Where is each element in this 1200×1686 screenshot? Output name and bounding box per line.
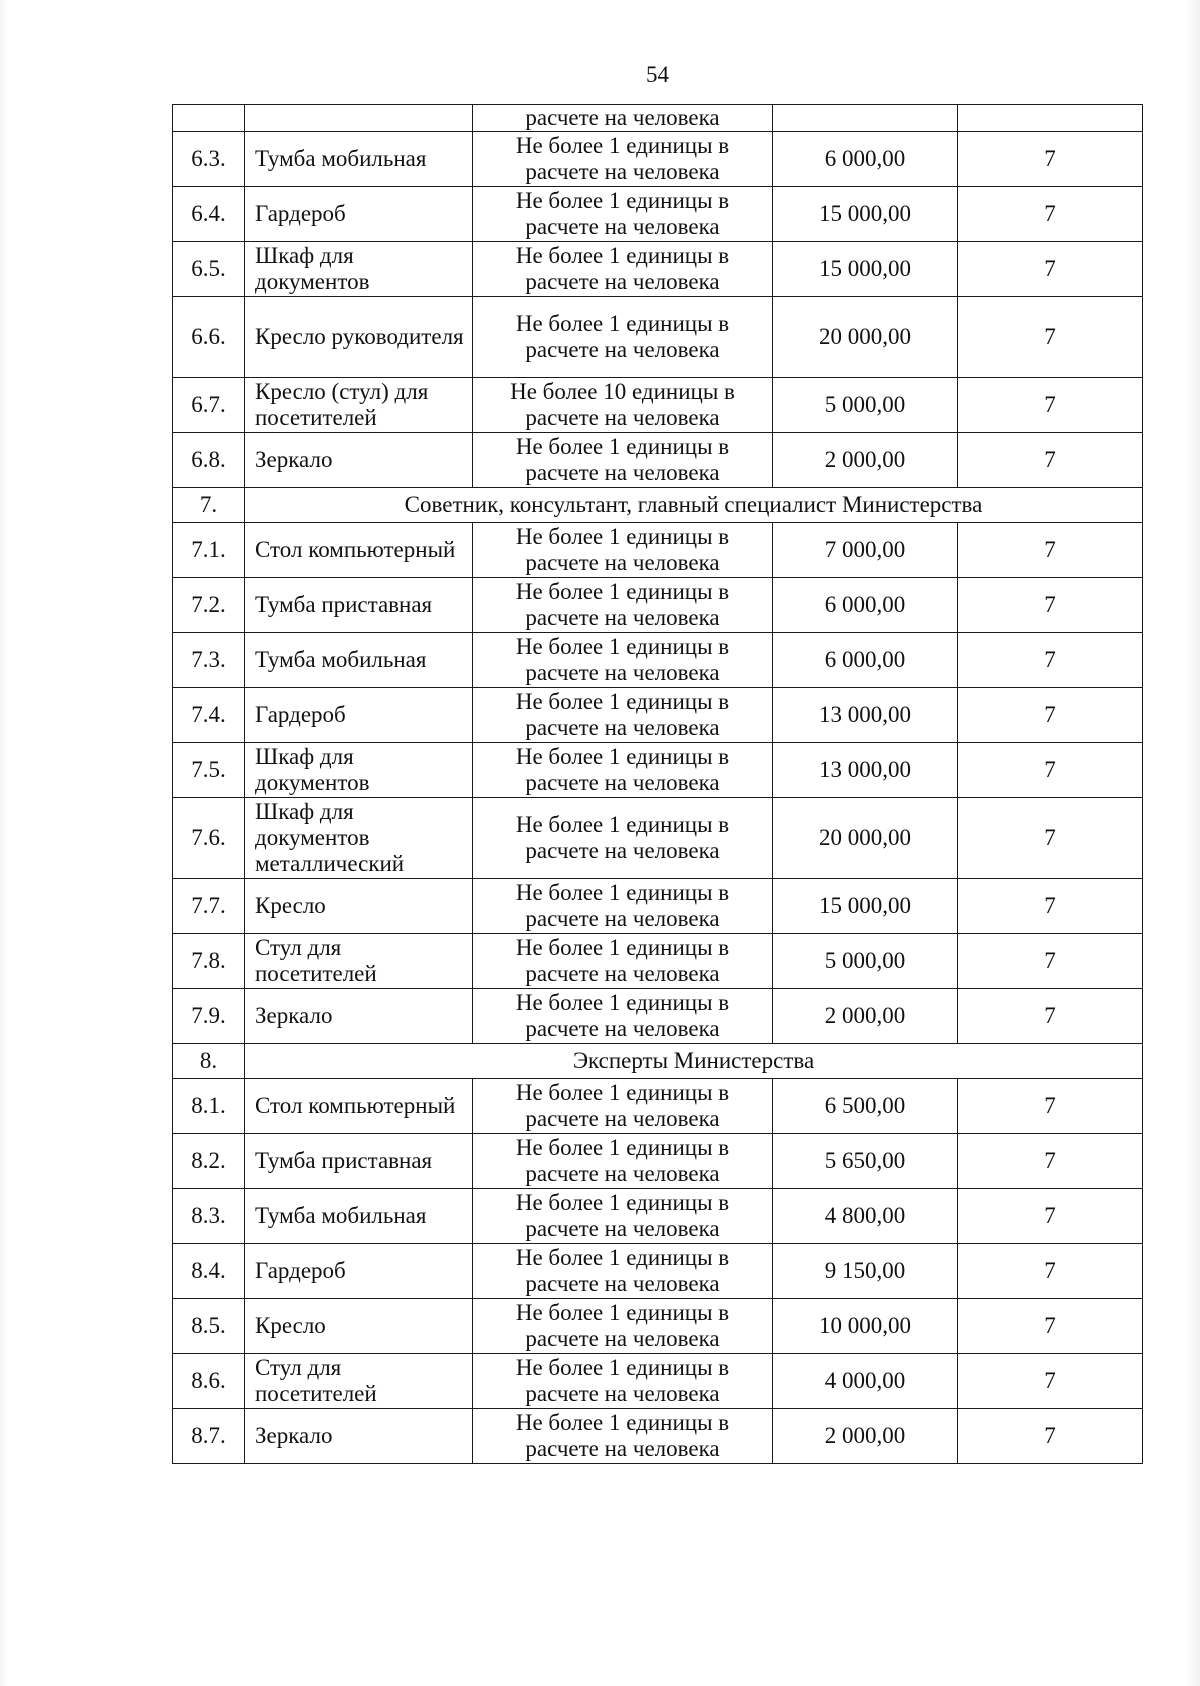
cell-price (773, 105, 958, 132)
cell-number: 6.6. (173, 297, 245, 378)
cell-term: 7 (958, 578, 1143, 633)
cell-quantity: Не более 1 единицы в расчете на человека (473, 688, 773, 743)
table-row (173, 578, 1143, 633)
cell-quantity: Не более 1 единицы в расчете на человека (473, 1409, 773, 1464)
cell-section-number: 8. (173, 1044, 245, 1079)
cell-number: 6.7. (173, 378, 245, 433)
cell-number: 7.9. (173, 989, 245, 1044)
cell-name: Кресло (245, 879, 473, 934)
cell-name: Стул для посетителей (245, 934, 473, 989)
table-row (173, 523, 1143, 578)
cell-quantity: Не более 1 единицы в расчете на человека (473, 187, 773, 242)
cell-name: Тумба мобильная (245, 1189, 473, 1244)
table-row (173, 1244, 1143, 1299)
table-row (173, 1409, 1143, 1464)
cell-term: 7 (958, 1409, 1143, 1464)
cell-term: 7 (958, 1189, 1143, 1244)
cell-quantity: Не более 1 единицы в расчете на человека (473, 132, 773, 187)
cell-name: Кресло (245, 1299, 473, 1354)
cell-number: 8.1. (173, 1079, 245, 1134)
cell-term: 7 (958, 633, 1143, 688)
cell-quantity: Не более 1 единицы в расчете на человека (473, 879, 773, 934)
cell-term (958, 105, 1143, 132)
cell-number: 7.6. (173, 798, 245, 879)
cell-price: 5 000,00 (773, 934, 958, 989)
cell-price: 6 000,00 (773, 132, 958, 187)
cell-quantity: Не более 1 единицы в расчете на человека (473, 1134, 773, 1189)
cell-price: 20 000,00 (773, 297, 958, 378)
cell-quantity: Не более 1 единицы в расчете на человека (473, 242, 773, 297)
cell-term: 7 (958, 743, 1143, 798)
cell-term: 7 (958, 523, 1143, 578)
cell-number: 8.3. (173, 1189, 245, 1244)
cell-quantity: Не более 1 единицы в расчете на человека (473, 523, 773, 578)
cell-name: Тумба приставная (245, 1134, 473, 1189)
cell-quantity: Не более 1 единицы в расчете на человека (473, 578, 773, 633)
cell-name: Тумба мобильная (245, 132, 473, 187)
furniture-norms-table-container (172, 104, 1142, 1464)
table-row (173, 378, 1143, 433)
table-row-continuation (173, 105, 1143, 132)
table-row (173, 879, 1143, 934)
cell-quantity: Не более 1 единицы в расчете на человека (473, 934, 773, 989)
cell-quantity: Не более 1 единицы в расчете на человека (473, 297, 773, 378)
furniture-norms-table (172, 104, 1143, 1464)
cell-quantity: Не более 1 единицы в расчете на человека (473, 1244, 773, 1299)
cell-term: 7 (958, 297, 1143, 378)
cell-number: 6.8. (173, 433, 245, 488)
cell-term: 7 (958, 688, 1143, 743)
cell-price: 20 000,00 (773, 798, 958, 879)
cell-number: 8.5. (173, 1299, 245, 1354)
cell-number: 7.2. (173, 578, 245, 633)
table-row (173, 132, 1143, 187)
cell-price: 5 650,00 (773, 1134, 958, 1189)
cell-number (173, 105, 245, 132)
table-row (173, 633, 1143, 688)
cell-number: 7.5. (173, 743, 245, 798)
cell-number: 7.3. (173, 633, 245, 688)
cell-name: Гардероб (245, 187, 473, 242)
table-row (173, 743, 1143, 798)
cell-number: 8.6. (173, 1354, 245, 1409)
cell-name: Стол компьютерный (245, 1079, 473, 1134)
cell-number: 7.8. (173, 934, 245, 989)
cell-price: 13 000,00 (773, 688, 958, 743)
cell-price: 5 000,00 (773, 378, 958, 433)
scan-left-edge (0, 0, 8, 1686)
cell-price: 2 000,00 (773, 1409, 958, 1464)
cell-term: 7 (958, 187, 1143, 242)
table-section-row (173, 488, 1143, 523)
table-row (173, 1299, 1143, 1354)
cell-price: 10 000,00 (773, 1299, 958, 1354)
cell-number: 6.4. (173, 187, 245, 242)
cell-name: Шкаф для документов металлический (245, 798, 473, 879)
cell-quantity: Не более 1 единицы в расчете на человека (473, 1354, 773, 1409)
cell-price: 15 000,00 (773, 242, 958, 297)
cell-quantity: Не более 1 единицы в расчете на человека (473, 433, 773, 488)
cell-section-title: Эксперты Министерства (245, 1044, 1143, 1079)
cell-quantity: Не более 1 единицы в расчете на человека (473, 798, 773, 879)
table-row (173, 934, 1143, 989)
cell-price: 15 000,00 (773, 187, 958, 242)
cell-number: 8.7. (173, 1409, 245, 1464)
cell-term: 7 (958, 798, 1143, 879)
cell-price: 6 000,00 (773, 578, 958, 633)
cell-name: Зеркало (245, 433, 473, 488)
table-row (173, 989, 1143, 1044)
cell-name: Шкаф для документов (245, 743, 473, 798)
cell-number: 6.3. (173, 132, 245, 187)
cell-price: 6 500,00 (773, 1079, 958, 1134)
page-number: 54 (646, 62, 669, 87)
cell-section-number: 7. (173, 488, 245, 523)
cell-name: Шкаф для документов (245, 242, 473, 297)
cell-name: Кресло руководителя (245, 297, 473, 378)
cell-number: 7.4. (173, 688, 245, 743)
cell-quantity: Не более 10 единицы в расчете на человека (473, 378, 773, 433)
table-row (173, 297, 1143, 378)
cell-price: 7 000,00 (773, 523, 958, 578)
cell-name (245, 105, 473, 132)
cell-name: Зеркало (245, 989, 473, 1044)
table-section-row (173, 1044, 1143, 1079)
cell-term: 7 (958, 934, 1143, 989)
cell-name: Гардероб (245, 688, 473, 743)
table-row (173, 688, 1143, 743)
table-row (173, 187, 1143, 242)
cell-term: 7 (958, 378, 1143, 433)
cell-term: 7 (958, 1244, 1143, 1299)
table-body (173, 105, 1143, 1464)
cell-quantity: Не более 1 единицы в расчете на человека (473, 989, 773, 1044)
table-row (173, 1079, 1143, 1134)
cell-price: 2 000,00 (773, 989, 958, 1044)
cell-term: 7 (958, 989, 1143, 1044)
cell-price: 6 000,00 (773, 633, 958, 688)
cell-number: 7.7. (173, 879, 245, 934)
table-row (173, 242, 1143, 297)
cell-number: 8.4. (173, 1244, 245, 1299)
cell-term: 7 (958, 132, 1143, 187)
cell-quantity: Не более 1 единицы в расчете на человека (473, 743, 773, 798)
cell-term: 7 (958, 1299, 1143, 1354)
cell-name: Стул для посетителей (245, 1354, 473, 1409)
cell-number: 7.1. (173, 523, 245, 578)
cell-term: 7 (958, 1354, 1143, 1409)
cell-quantity: Не более 1 единицы в расчете на человека (473, 1299, 773, 1354)
table-row (173, 1354, 1143, 1409)
cell-price: 2 000,00 (773, 433, 958, 488)
cell-price: 4 000,00 (773, 1354, 958, 1409)
cell-name: Тумба приставная (245, 578, 473, 633)
cell-quantity: расчете на человека (473, 105, 773, 132)
cell-price: 13 000,00 (773, 743, 958, 798)
cell-price: 9 150,00 (773, 1244, 958, 1299)
cell-name: Стол компьютерный (245, 523, 473, 578)
cell-price: 4 800,00 (773, 1189, 958, 1244)
cell-term: 7 (958, 433, 1143, 488)
cell-term: 7 (958, 879, 1143, 934)
cell-quantity: Не более 1 единицы в расчете на человека (473, 633, 773, 688)
table-row (173, 1134, 1143, 1189)
cell-quantity: Не более 1 единицы в расчете на человека (473, 1189, 773, 1244)
table-row (173, 433, 1143, 488)
cell-name: Гардероб (245, 1244, 473, 1299)
cell-price: 15 000,00 (773, 879, 958, 934)
scan-right-edge (1186, 0, 1200, 1686)
cell-term: 7 (958, 1079, 1143, 1134)
cell-quantity: Не более 1 единицы в расчете на человека (473, 1079, 773, 1134)
cell-name: Кресло (стул) для посетителей (245, 378, 473, 433)
cell-term: 7 (958, 242, 1143, 297)
cell-section-title: Советник, консультант, главный специалист Министерства (245, 488, 1143, 523)
cell-name: Зеркало (245, 1409, 473, 1464)
table-row (173, 1189, 1143, 1244)
cell-name: Тумба мобильная (245, 633, 473, 688)
cell-number: 6.5. (173, 242, 245, 297)
table-row (173, 798, 1143, 879)
cell-term: 7 (958, 1134, 1143, 1189)
cell-number: 8.2. (173, 1134, 245, 1189)
